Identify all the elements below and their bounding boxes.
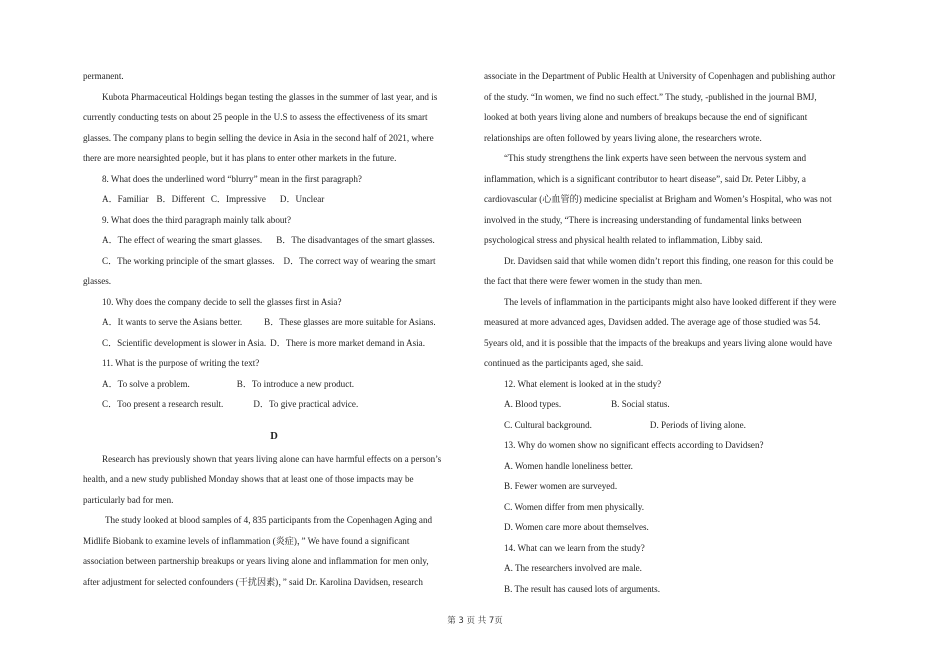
text-line: of the study. “In women, we find no such effect.” The study, -published in the journal BMJ,	[484, 91, 817, 102]
option: A. Women handle loneliness better.	[504, 460, 633, 471]
text-line: “This study strengthens the link experts have seen between the nervous system and	[504, 153, 807, 163]
option: B. The result has caused lots of arguments.	[504, 583, 660, 594]
text-line: involved in the study, “There is increasing understanding of fundamental links between	[484, 214, 802, 225]
text-line: looked at both years living alone and numbers of breakups because the end of significant	[484, 112, 808, 122]
text-line: the fact that there were fewer women in the study than men.	[484, 276, 703, 286]
option: D. Women care more about themselves.	[504, 522, 649, 532]
option: A．Familiar	[102, 194, 149, 204]
question-14: 14. What can we learn from the study?	[504, 542, 645, 553]
option: A. Blood types.	[504, 399, 562, 409]
text-line: after adjustment for selected confounders (干扰因素)，” said Dr. Karolina Davidsen, research	[83, 576, 423, 587]
text-line: cardiovascular (心血管的) medicine specialist at Brigham and Women’s Hospital, who was not	[484, 194, 832, 204]
text-line: Dr. Davidsen said that while women didn’t report this finding, one reason for this could be	[504, 255, 834, 266]
question-8: 8. What does the underlined word “blurry” mean in the first paragraph?	[102, 173, 362, 184]
text-line: Kubota Pharmaceutical Holdings began testing the glasses in the summer of last year, and is	[102, 91, 438, 102]
right-column	[484, 66, 866, 599]
page-number: 第 3 页 共 7页	[447, 616, 503, 626]
text-line: permanent.	[83, 71, 124, 81]
option: D．There is more market demand in Asia.	[270, 337, 425, 348]
option: A．The effect of wearing the smart glasses.	[102, 235, 263, 245]
option: C．Too present a research result.	[102, 399, 224, 409]
option: C. Women differ from men physically.	[504, 501, 645, 512]
text-line: currently conducting tests on about 25 people in the U.S to assess the effectiveness of its smart	[83, 112, 428, 122]
section-heading: D	[270, 430, 278, 442]
option: A. The researchers involved are male.	[504, 563, 642, 573]
option: C．The working principle of the smart glasses.	[102, 255, 275, 266]
text-line: glasses.	[83, 276, 112, 286]
option: B．Different	[156, 194, 205, 204]
option: D．Unclear	[279, 194, 325, 204]
text-line: relationships are often followed by years living alone, the researchers wrote.	[484, 132, 762, 143]
text-line: 5years old, and it is possible that the impacts of the breakups and years living alone would have	[484, 337, 833, 348]
text-line: particularly bad for men.	[83, 494, 174, 505]
text-line: The study looked at blood samples of 4, 835 participants from the Copenhagen Aging and	[105, 515, 433, 525]
question-9-options-cd	[83, 251, 465, 272]
option: C. Cultural background.	[504, 419, 592, 430]
text-line: association between partnership breakups or years living alone and inflammation for men only,	[83, 556, 429, 566]
text-line: measured at more advanced ages, Davidsen added. The average age of those studied was 54.	[484, 317, 821, 327]
option: B．The disadvantages of the smart glasses.	[276, 235, 435, 245]
question-12: 12. What element is looked at in the study?	[504, 378, 662, 389]
question-8-options	[83, 189, 465, 210]
option: B．These glasses are more suitable for Asians.	[264, 317, 436, 327]
question-10: 10. Why does the company decide to sell the glasses first in Asia?	[102, 296, 342, 307]
text-line: there are more nearsighted people, but it has plans to enter other markets in the future.	[83, 153, 397, 163]
question-9: 9. What does the third paragraph mainly talk about?	[102, 214, 291, 225]
question-12-options-cd	[484, 415, 866, 436]
option: A．To solve a problem.	[102, 378, 190, 389]
text-line: glasses. The company plans to begin selling the device in Asia in the second half of 2021, where	[83, 132, 434, 143]
text-line: Research has previously shown that years living alone can have harmful effects on a person’s	[102, 453, 442, 464]
option: D. Periods of living alone.	[649, 419, 746, 430]
text-line: continued as the participants aged, she said.	[484, 358, 644, 368]
text-line: associate in the Department of Public Health at University of Copenhagen and publishing author	[484, 71, 836, 81]
question-9-options-ab	[83, 230, 465, 251]
question-13: 13. Why do women show no significant effects according to Davidsen?	[504, 440, 764, 450]
option: D．To give practical advice.	[253, 399, 359, 409]
question-10-options-ab	[83, 312, 465, 333]
option: D．The correct way of wearing the smart	[283, 255, 436, 266]
option: B．To introduce a new product.	[236, 378, 355, 389]
text-line: psychological stress and physical health related to inflammation, Libby said.	[484, 235, 763, 245]
option: C．Scientific development is slower in Asia.	[102, 337, 267, 348]
question-11-options-cd	[83, 394, 465, 415]
option: B. Fewer women are surveyed.	[504, 481, 618, 491]
text-line: Midlife Biobank to examine levels of inflammation (炎症)，” We have found a significant	[83, 535, 410, 546]
question-11: 11. What is the purpose of writing the text?	[102, 358, 260, 368]
question-12-options-ab	[484, 394, 866, 415]
text-line: The levels of inflammation in the participants might also have looked different if they were	[504, 296, 837, 307]
text-line: health, and a new study published Monday shows that at least one of those impacts may be	[83, 474, 414, 484]
question-10-options-cd	[83, 333, 465, 354]
question-11-options-ab	[83, 374, 465, 395]
option: A．It wants to serve the Asians better.	[102, 317, 243, 327]
left-column	[83, 66, 465, 592]
option: B. Social status.	[611, 399, 670, 409]
text-line: inflammation, which is a significant contributor to heart disease”, said Dr. Peter Libby, a	[484, 173, 806, 184]
option: C．Impressive	[210, 194, 266, 204]
